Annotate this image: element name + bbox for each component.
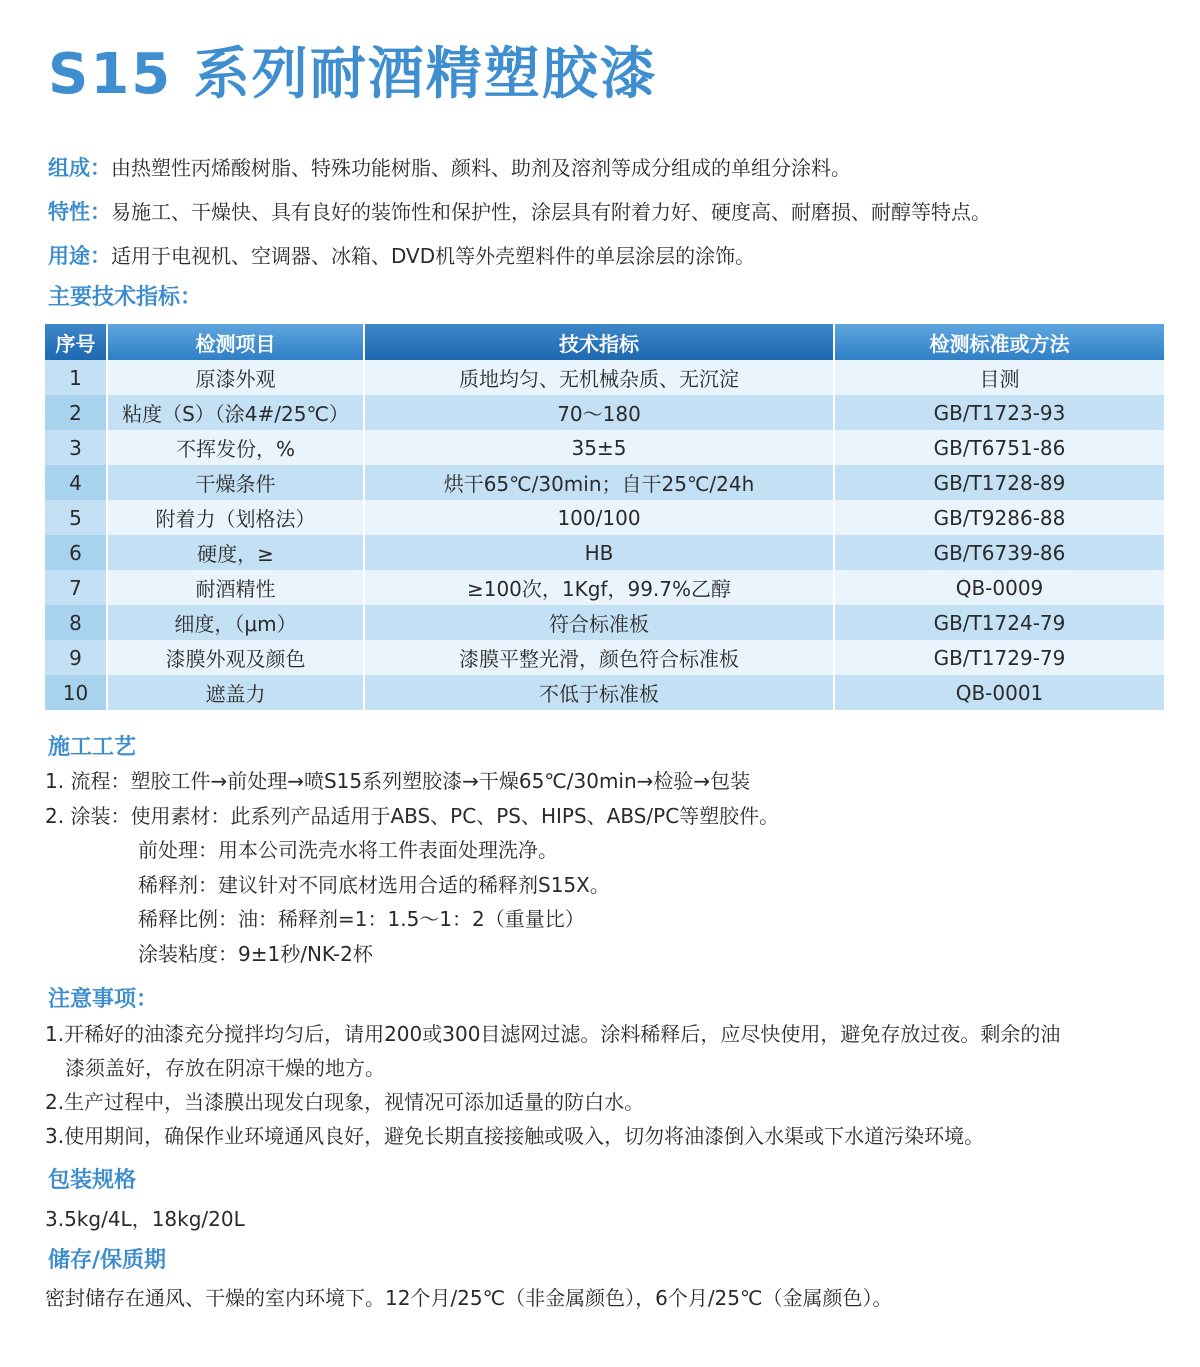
notes-section-title: 注意事项： bbox=[48, 987, 159, 1012]
process-line: 1. 流程：塑胶工件→前处理→喷S15系列塑胶漆→干燥65℃/30min→检验→包装 bbox=[45, 769, 751, 793]
process-section-title: 施工工艺 bbox=[48, 735, 137, 760]
usage-row bbox=[48, 234, 1168, 278]
process-line: 前处理：用本公司洗壳水将工件表面处理洗净。 bbox=[138, 838, 558, 862]
row-method: QB-0009 bbox=[834, 570, 1165, 605]
row-method: GB/T6751-86 bbox=[834, 430, 1165, 465]
packaging-section-title: 包装规格 bbox=[48, 1168, 137, 1193]
row-no: 10 bbox=[45, 675, 107, 710]
row-spec: 符合标准板 bbox=[364, 605, 834, 640]
row-no: 6 bbox=[45, 535, 107, 570]
row-item: 细度，（μm） bbox=[107, 605, 364, 640]
table-row bbox=[45, 430, 1165, 465]
row-item: 干燥条件 bbox=[107, 465, 364, 500]
packaging-text: 3.5kg/4L，18kg/20L bbox=[45, 1207, 245, 1231]
row-no: 5 bbox=[45, 500, 107, 535]
row-item: 漆膜外观及颜色 bbox=[107, 640, 364, 675]
process-line: 稀释比例：油：稀释剂=1：1.5～1：2（重量比） bbox=[138, 907, 585, 931]
process-line: 涂装粘度：9±1秒/NK-2杯 bbox=[138, 941, 373, 966]
row-item: 粘度（S）（涂4#/25℃） bbox=[107, 395, 364, 430]
note-item: 2.生产过程中，当漆膜出现发白现象，视情况可添加适量的防白水。 bbox=[45, 1090, 645, 1114]
table-row bbox=[45, 395, 1165, 430]
row-no: 7 bbox=[45, 570, 107, 605]
header-method: 检测标准或方法 bbox=[834, 324, 1165, 360]
row-method: GB/T1728-89 bbox=[834, 465, 1165, 500]
note-item: 3.使用期间，确保作业环境通风良好，避免长期直接接触或吸入，切勿将油漆倒入水渠或下水道污染环境。 bbox=[45, 1124, 985, 1148]
row-item: 不挥发份，% bbox=[107, 430, 364, 465]
row-method: GB/T9286-88 bbox=[834, 500, 1165, 535]
row-spec: 100/100 bbox=[364, 500, 834, 535]
composition-label: 组成： bbox=[48, 156, 111, 180]
row-spec: 不低于标准板 bbox=[364, 675, 834, 710]
spec-table bbox=[45, 324, 1166, 710]
table-row bbox=[45, 675, 1165, 710]
row-item: 遮盖力 bbox=[107, 675, 364, 710]
table-row bbox=[45, 535, 1165, 570]
row-item: 耐酒精性 bbox=[107, 570, 364, 605]
row-method: GB/T1724-79 bbox=[834, 605, 1165, 640]
row-no: 9 bbox=[45, 640, 107, 675]
features-row bbox=[48, 190, 1168, 234]
note-item-continued: 漆须盖好，存放在阴凉干燥的地方。 bbox=[65, 1056, 385, 1080]
row-no: 1 bbox=[45, 360, 107, 395]
header-no: 序号 bbox=[45, 324, 107, 360]
features-text: 易施工、干燥快、具有良好的装饰性和保护性，涂层具有附着力好、硬度高、耐磨损、耐醇等特点。 bbox=[111, 200, 991, 224]
row-method: QB-0001 bbox=[834, 675, 1165, 710]
intro-section bbox=[48, 146, 1168, 278]
storage-text: 密封储存在通风、干燥的室内环境下。12个月/25℃（非金属颜色），6个月/25℃（金属颜色）。 bbox=[45, 1286, 893, 1310]
row-method: GB/T6739-86 bbox=[834, 535, 1165, 570]
table-row bbox=[45, 640, 1165, 675]
row-spec: 质地均匀、无机械杂质、无沉淀 bbox=[364, 360, 834, 395]
process-line: 稀释剂：建议针对不同底材选用合适的稀释剂S15X。 bbox=[138, 872, 610, 897]
row-no: 3 bbox=[45, 430, 107, 465]
note-item: 1.开稀好的油漆充分搅拌均匀后，请用200或300目滤网过滤。涂料稀释后，应尽快使用，避免存放过夜。剩余的油 bbox=[45, 1022, 1061, 1046]
row-spec: 35±5 bbox=[364, 430, 834, 465]
row-item: 原漆外观 bbox=[107, 360, 364, 395]
spec-table-header bbox=[45, 324, 1165, 360]
composition-text: 由热塑性丙烯酸树脂、特殊功能树脂、颜料、助剂及溶剂等成分组成的单组分涂料。 bbox=[111, 156, 851, 180]
storage-section-title: 储存/保质期 bbox=[48, 1248, 167, 1273]
row-method: 目测 bbox=[834, 360, 1165, 395]
table-row bbox=[45, 500, 1165, 535]
table-row bbox=[45, 570, 1165, 605]
row-spec: HB bbox=[364, 535, 834, 570]
table-row bbox=[45, 465, 1165, 500]
row-no: 2 bbox=[45, 395, 107, 430]
table-row bbox=[45, 605, 1165, 640]
row-spec: 70～180 bbox=[364, 395, 834, 430]
row-item: 附着力（划格法） bbox=[107, 500, 364, 535]
process-line: 2. 涂装：使用素材：此系列产品适用于ABS、PC、PS、HIPS、ABS/PC等塑胶件。 bbox=[45, 803, 780, 828]
row-spec: 烘干65℃/30min；自干25℃/24h bbox=[364, 465, 834, 500]
page-title: S15 系列耐酒精塑胶漆 bbox=[48, 42, 658, 107]
table-row bbox=[45, 360, 1165, 395]
usage-label: 用途： bbox=[48, 244, 111, 268]
header-spec: 技术指标 bbox=[364, 324, 834, 360]
composition-row bbox=[48, 146, 1168, 190]
features-label: 特性： bbox=[48, 200, 111, 224]
row-spec: ≥100次，1Kgf，99.7%乙醇 bbox=[364, 570, 834, 605]
spec-section-title: 主要技术指标： bbox=[48, 285, 203, 310]
notes-block bbox=[45, 1017, 1170, 1153]
row-no: 8 bbox=[45, 605, 107, 640]
process-block bbox=[45, 764, 779, 971]
row-method: GB/T1723-93 bbox=[834, 395, 1165, 430]
row-item: 硬度，≥ bbox=[107, 535, 364, 570]
usage-text: 适用于电视机、空调器、冰箱、DVD机等外壳塑料件的单层涂层的涂饰。 bbox=[111, 244, 756, 268]
row-method: GB/T1729-79 bbox=[834, 640, 1165, 675]
row-spec: 漆膜平整光滑，颜色符合标准板 bbox=[364, 640, 834, 675]
header-item: 检测项目 bbox=[107, 324, 364, 360]
row-no: 4 bbox=[45, 465, 107, 500]
